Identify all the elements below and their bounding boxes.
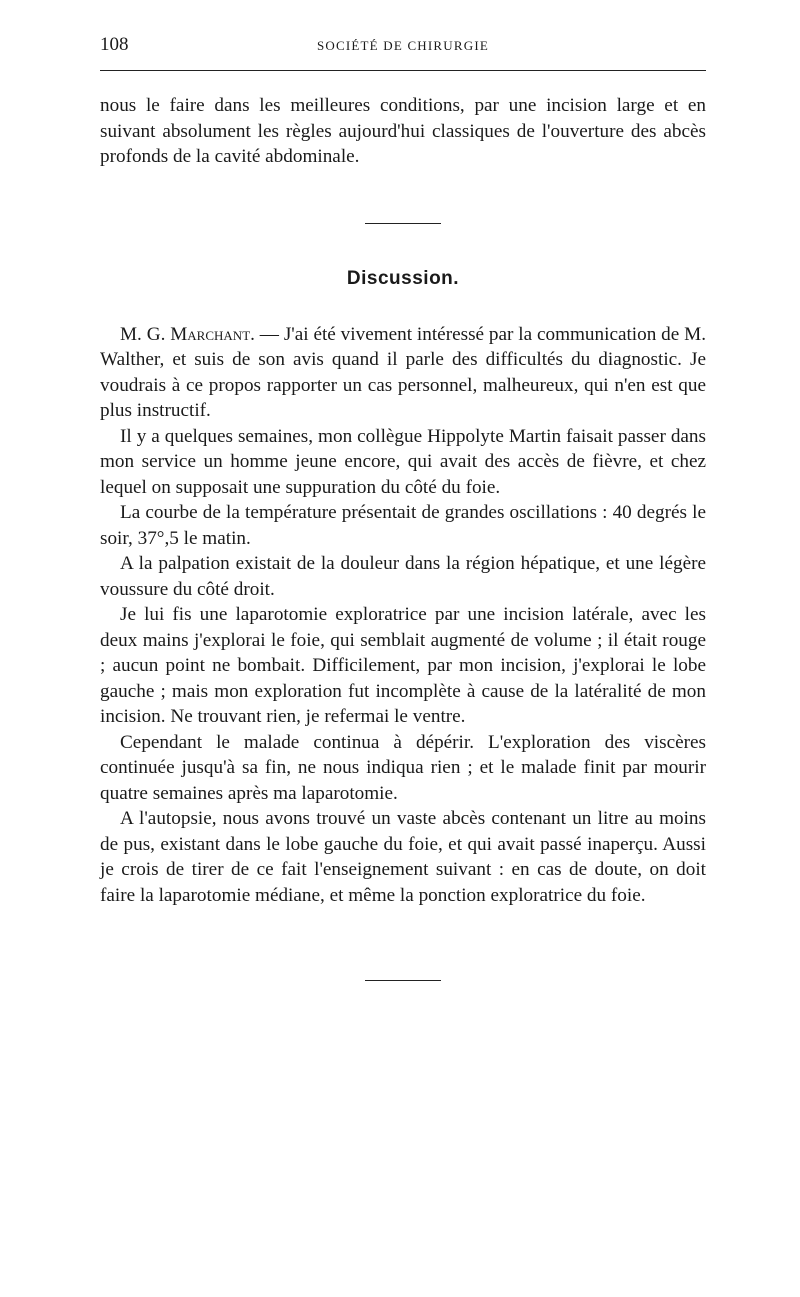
- page-number: 108: [100, 34, 129, 55]
- section-heading: Discussion.: [346, 267, 460, 289]
- end-divider: [365, 980, 441, 981]
- page-header: [100, 30, 706, 71]
- discussion-paragraph-3: La courbe de la température présentait de grandes oscillations : 40 degrés le soir, 37°,5 le matin.: [100, 502, 706, 549]
- speaker-prefix: M. G.: [120, 323, 171, 345]
- speaker-name: Marchant: [170, 323, 251, 345]
- discussion-paragraph-5: Je lui fis une laparotomie exploratrice par une incision latérale, avec les deux mains j'explorai le foie, qui semblait augmenté de volume ; il était rouge ; aucun point ne bombait. Difficilement, par mon incision, j'explorai le lobe gauche ; mais mon exploration fut incomplète à cause de la latéralité de mon incision. Ne trouvant rien, je refermai le ventre.: [100, 604, 706, 727]
- document-page: [100, 30, 706, 981]
- discussion-paragraph-1: [100, 322, 706, 424]
- running-title: SOCIÉTÉ DE CHIRURGIE: [316, 38, 490, 53]
- section-divider: [365, 223, 441, 224]
- discussion-paragraph-2: Il y a quelques semaines, mon collègue Hippolyte Martin faisait passer dans mon service un homme jeune encore, qui avait des accès de fièvre, et chez lequel on supposait une suppuration du côté du foie.: [100, 425, 706, 498]
- discussion-paragraph-6: Cependant le malade continua à dépérir. L'exploration des viscères continuée jusqu'à sa fin, ne nous indiqua rien ; et le malade finit par mourir quatre semaines après ma laparotomie.: [100, 731, 706, 804]
- discussion-paragraph-4: A la palpation existait de la douleur dans la région hépatique, et une légère voussure du côté droit.: [100, 553, 706, 600]
- speaker-statement: . — J'ai été vivement intéressé par la communication de M. Walther, et suis de son avis quand il parle des difficultés du diagnostic. Je voudrais à ce propos rapporter un cas personnel, malheureux, qui n'en est que plus instructif.: [100, 323, 707, 421]
- discussion-paragraph-7: A l'autopsie, nous avons trouvé un vaste abcès contenant un litre au moins de pus, existant dans le lobe gauche du foie, et qui avait passé inaperçu. Aussi je crois de tirer de ce fait l'enseignement suivant : en cas de doute, on doit faire la laparotomie médiane, et même la ponction exploratrice du foie.: [100, 808, 706, 906]
- intro-paragraph: nous le faire dans les meilleures conditions, par une incision large et en suivant absolument les règles aujourd'hui classiques de l'ouverture des abcès profonds de la cavité abdominale.: [100, 95, 706, 167]
